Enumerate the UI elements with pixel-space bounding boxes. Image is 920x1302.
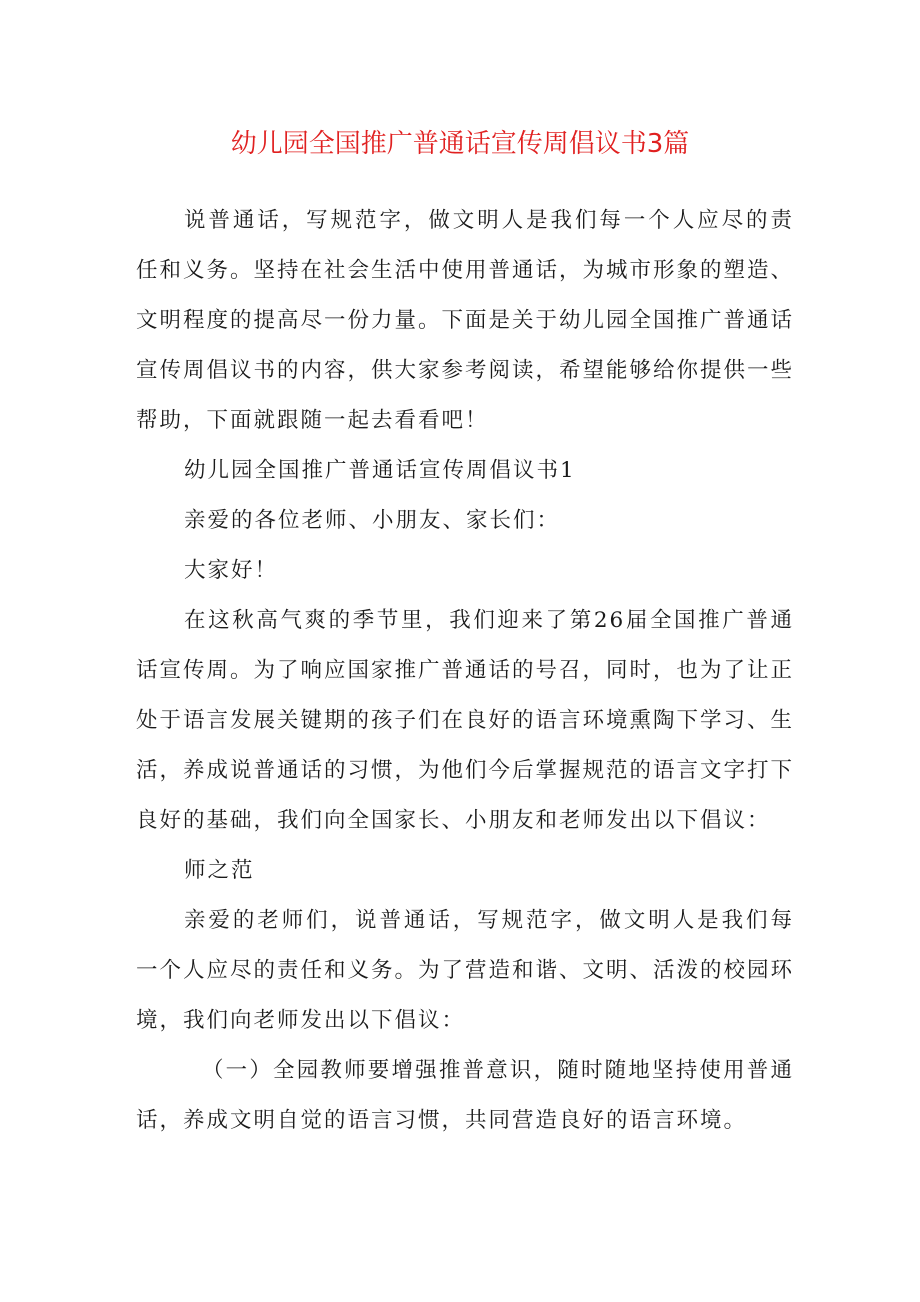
body-paragraph: 亲爱的老师们，说普通话，写规范字，做文明人是我们每一个人应尽的责任和义务。为了营造和谐、文明、活泼的校园环境，我们向老师发出以下倡议： [136,908,795,1033]
section-heading: 幼儿园全国推广普通话宣传周倡议书1 [184,458,576,483]
body-paragraph: 在这秋高气爽的季节里，我们迎来了第26届全国推广普通话宣传周。为了响应国家推广普通话的号召，同时，也为了让正处于语言发展关键期的孩子们在良好的语言环境熏陶下学习、生活，养成说普通话的习惯，为他们今后掌握规范的语言文字打下良好的基础，我们向全国家长、小朋友和老师发出以下倡议： [136,608,795,833]
salutation: 亲爱的各位老师、小朋友、家长们： [184,508,561,533]
list-item: （一）全园教师要增强推普意识，随时随地坚持使用普通话，养成文明自觉的语言习惯，共同营造良好的语言环境。 [136,1058,794,1133]
greeting: 大家好！ [184,558,279,583]
subsection-heading: 师之范 [184,858,255,883]
document-body [136,196,794,1146]
document-title: 幼儿园全国推广普通话宣传周倡议书3篇 [230,129,690,159]
intro-paragraph: 说普通话，写规范字，做文明人是我们每一个人应尽的责任和义务。坚持在社会生活中使用普通话，为城市形象的塑造、文明程度的提高尽一份力量。下面是关于幼儿园全国推广普通话宣传周倡议书的内容，供大家参考阅读，希望能够给你提供一些帮助，下面就跟随一起去看看吧！ [136,208,795,433]
